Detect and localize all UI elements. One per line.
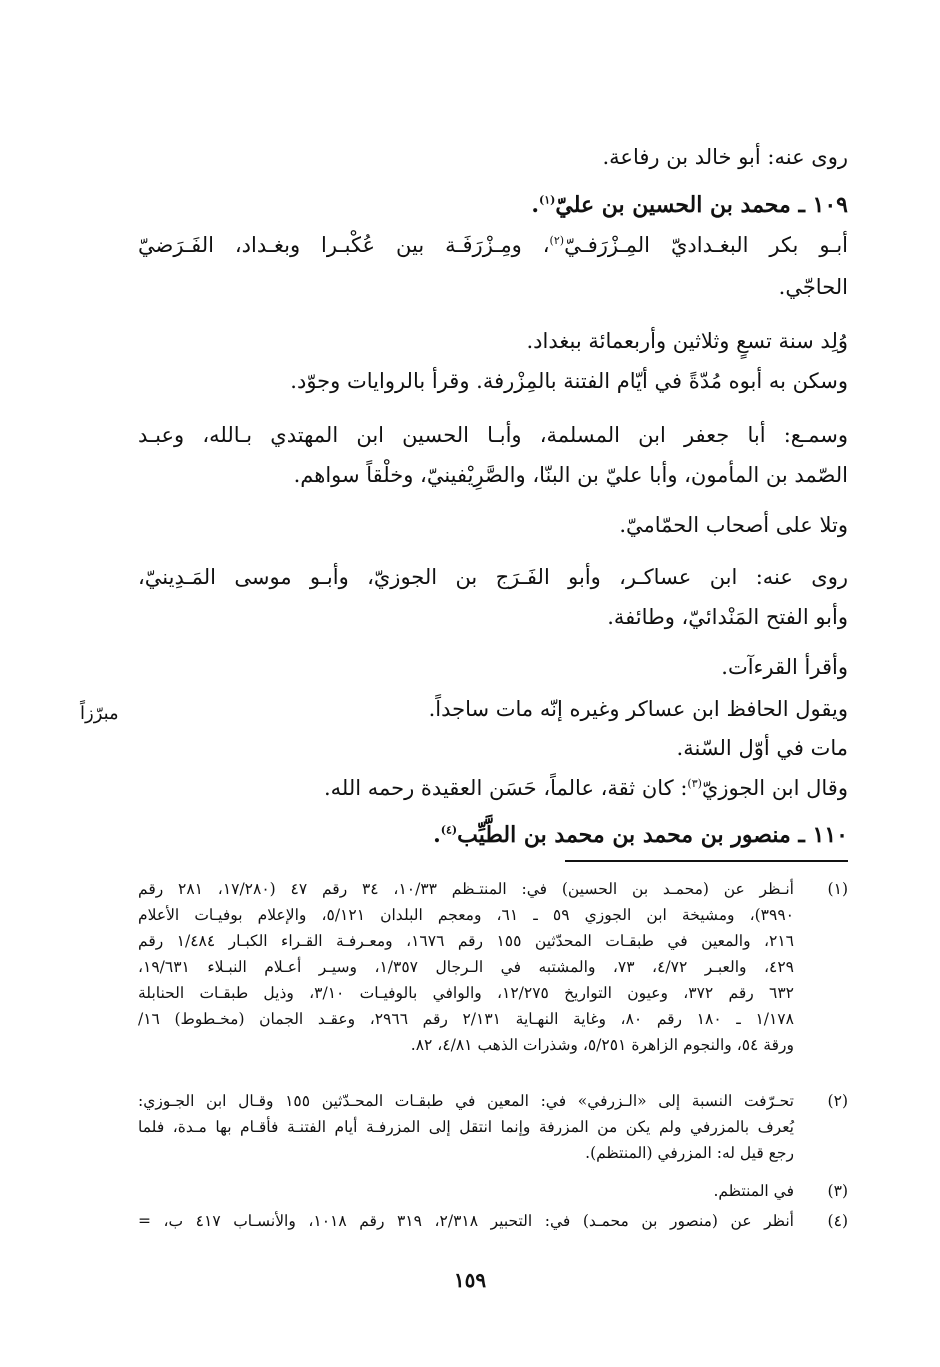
entry-109-heading — [531, 190, 848, 220]
margin-note: مبرّزاً — [80, 703, 119, 724]
entry-110-title: ١١٠ ـ منصور بن محمد بن محمد بن الطَّيِّب — [457, 822, 848, 848]
footnote-divider — [565, 860, 848, 862]
footnote-4-text — [138, 1208, 794, 1234]
body-line-14: مات في أوّل السّنة. — [676, 736, 848, 760]
footnote-1-line-6: ١/١٧٨ ـ ١٨٠ رقم ٨٠، وغاية النهـاية ٢/١٣١ رقم ٢٩٦٦، وعقـد الجمان (مخـطوط) ١٦/ — [138, 1010, 794, 1028]
footnote-1-line-1: أنـظر عن (محمـد بن الحسين) في: المنتـظم ١٠/٣٣، ٣٤ رقم ٤٧ (١٧/٢٨٠، ٢٨١ رقم — [138, 880, 794, 898]
footnote-2 — [138, 1088, 848, 1170]
footnote-1 — [138, 876, 848, 1066]
footnote-2-text — [138, 1088, 794, 1166]
body-line-4: الحاجّي. — [778, 275, 848, 299]
footnote-2-line-1: تحـرّفت النسبة إلى «الـزرفي» في: المعين في طبقـات المحـدّثين ١٥٥ وقـال ابن الجـوزي: — [138, 1092, 794, 1110]
body-line-12: وأقرأ القرءآت. — [721, 655, 848, 679]
footnote-ref-4: (٤) — [440, 823, 458, 837]
footnote-1-line-2: ٣٩٩٠)، ومشيخة ابن الجوزي ٥٩ ـ ٦١، ومعجم البلدان ٥/١٢١، والإعلام بوفيـات الأعلام — [138, 906, 794, 924]
footnote-3-text — [138, 1178, 794, 1204]
entry-110-period: . — [433, 822, 441, 848]
footnote-1-line-5: ٦٣٢ رقم ٣٧٢، وعيون التواريخ ١٢/٢٧٥، والوافي بالوفيـات ٣/١٠، وذيل طبقـات الحنابلة — [138, 984, 794, 1002]
footnote-2-line-3: رجع قيل له: المزرفي (المنتظم). — [585, 1144, 794, 1162]
body-line-13: ويقول الحافظ ابن عساكر وغيره إنّه مات ساجداً. — [428, 697, 848, 721]
body-line-6: وسكن به أبوه مُدّةً في أيّام الفتنة بالمِزْرفة. وقرأ بالروايات وجوّد. — [290, 369, 848, 393]
body-line-3b: ، ومِـزْرَفَـة بين عُكْبـرا وبغـداد، الفَـرَضيّ — [138, 233, 550, 257]
footnote-2-line-2: يُعرف بالمزرفي ولم يكن من المزرفة وإنما انتقل إلى المزرفـة أيام الفتنـة فأقـام بها مـدة، فلما — [138, 1118, 794, 1136]
page-number: ١٥٩ — [453, 1268, 487, 1292]
body-line-8: الصّمد بن المأمون، وأبا عليّ بن البنّا، والصَّرِيْفينيّ، وخلْقاً سواهم. — [293, 463, 848, 487]
footnote-3-line-1: في المنتظم. — [713, 1182, 794, 1200]
body-line-10: روى عنه: ابن عساكـر، وأبو الفَـرَج بن الجوزيّ، وأبـو موسى المَـدِينيّ، — [138, 565, 848, 589]
body-line-15b: : كان ثقة، عالماً، حَسَن العقيدة رحمه الله. — [323, 776, 688, 800]
body-line-7: وسمـع: أبا جعفر ابن المسلمة، وأبـا الحسين ابن المهتدي بـالله، وعبـد — [138, 423, 848, 447]
body-line-11: وأبو الفتح المَنْدائيّ، وطائفة. — [607, 605, 848, 629]
body-line-5: وُلِد سنة تسعٍ وثلاثين وأربعمائة ببغداد. — [526, 329, 848, 353]
entry-109-title: ١٠٩ ـ محمد بن الحسين بن عليّ — [555, 192, 848, 218]
footnote-ref-3: (٣) — [687, 777, 702, 790]
body-line-15a: وقال ابن الجوزيّ — [701, 776, 848, 800]
footnote-3-number: (٣) — [827, 1182, 848, 1200]
footnote-1-line-4: ٤٢٩، والعبـر ٤/٧٢، ٧٣، والمشتبه في الـرجال ١/٣٥٧، وسيـر أعـلام النبـلاء ١٩/٦٣١، — [138, 958, 794, 976]
footnote-2-number: (٢) — [827, 1092, 848, 1110]
entry-110-heading — [433, 820, 848, 850]
footnote-3 — [138, 1178, 848, 1206]
footnote-4-line-1: أنظر عن (منصور بن محمـد) في: التحبير ٢/٣١٨، ٣١٩ رقم ١٠١٨، والأنسـاب ٤١٧ ب، = — [138, 1212, 794, 1230]
body-line-3 — [138, 230, 848, 260]
footnote-1-text — [138, 876, 794, 1058]
footnote-1-line-3: ٢١٦، والمعين في طبقـات المحدّثين ١٥٥ رقم ١٦٧٦، ومعـرفـة القـراء الكبـار ١/٤٨٤ رقم — [138, 932, 794, 950]
footnote-ref-1: (١) — [539, 193, 556, 207]
body-line-1: روى عنه: أبو خالد بن رفاعة. — [602, 145, 848, 169]
footnote-4 — [138, 1208, 848, 1236]
body-line-9: وتلا على أصحاب الحمّاميّ. — [619, 513, 848, 537]
body-line-15 — [324, 773, 848, 803]
body-line-3a: أبـو بكر البغـداديّ المِـزْرَفـيّ — [564, 233, 849, 257]
entry-109-period: . — [531, 192, 540, 218]
footnote-4-number: (٤) — [827, 1212, 848, 1230]
footnote-ref-2: (٢) — [549, 234, 565, 247]
footnote-1-line-7: ورقة ٥٤، والنجوم الزاهرة ٥/٢٥١، وشذرات الذهب ٤/٨١، ٨٢. — [410, 1036, 794, 1054]
footnote-1-number: (١) — [827, 880, 848, 898]
